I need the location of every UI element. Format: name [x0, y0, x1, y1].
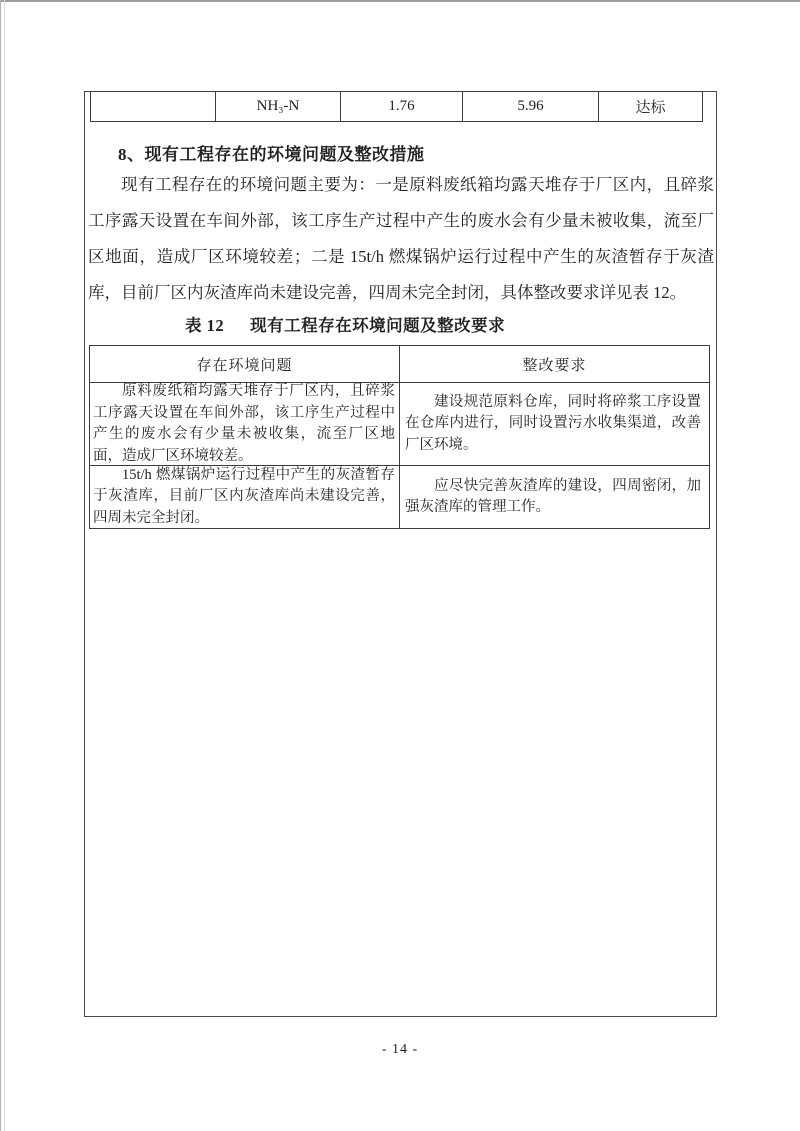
table-cell-empty [91, 92, 216, 121]
table-cell-value-1: 1.76 [341, 92, 463, 121]
table12-row2-requirement-text: 应尽快完善灰渣库的建设，四周密闭，加强灰渣库的管理工作。 [405, 477, 701, 515]
table-cell-pollutant: NH₃-N [216, 92, 341, 121]
table12-title-text: 现有工程存在环境问题及整改要求 [250, 316, 506, 335]
table12-row2-problem-cell [90, 466, 400, 528]
section-heading: 8、现有工程存在的环境问题及整改措施 [118, 145, 425, 164]
scan-edge-top [0, 0, 800, 2]
table12-header-problem: 存在环境问题 [90, 346, 400, 382]
table12-header-requirement: 整改要求 [522, 357, 587, 374]
table12-row2-problem-text: 15t/h 燃煤锅炉运行过程中产生的灰渣暂存于灰渣库，目前厂区内灰渣库尚未建设完善，四周未完全封闭。 [93, 466, 395, 526]
table12-row1-requirement-text: 建设规范原料仓库，同时将碎浆工序设置在仓库内进行，同时设置污水收集渠道，改善厂区环境。 [405, 393, 701, 453]
table-row [90, 383, 709, 466]
table12-row1-requirement-cell [400, 383, 709, 465]
page-number: - 14 - [381, 1042, 419, 1057]
table12-title [185, 312, 505, 336]
table-cell-value-2: 5.96 [463, 92, 599, 121]
table12-title-label: 表 12 [185, 316, 225, 335]
table12-row2-requirement-cell [400, 466, 709, 528]
continued-table-row [90, 91, 703, 122]
table12-row1-problem-text: 原料废纸箱均露天堆存于厂区内，且碎浆工序露天设置在车间外部，该工序生产过程中产生的废水会有少量未被收集，流至厂区地面，造成厂区环境较差。 [93, 383, 395, 464]
table12-row1-problem-cell [90, 383, 400, 465]
table-cell-status: 达标 [635, 100, 666, 116]
section-paragraph: 现有工程存在的环境问题主要为：一是原料废纸箱均露天堆存于厂区内，且碎浆工序露天设置在车间外部，该工序生产过程中产生的废水会有少量未被收集，流至厂区地面，造成厂区环境较差；二是 15t/h 燃煤锅炉运行过程中产生的灰渣暂存于灰渣库，目前厂区内灰渣库尚未建设完善，四周未完全封闭，具体整改要求详见表 12。 [88, 175, 714, 302]
table12-header-row [90, 346, 709, 383]
scan-edge-left [0, 0, 1, 1131]
scan-edge-left-inner [4, 0, 5, 1131]
table-row [90, 466, 709, 528]
table12 [89, 345, 710, 529]
